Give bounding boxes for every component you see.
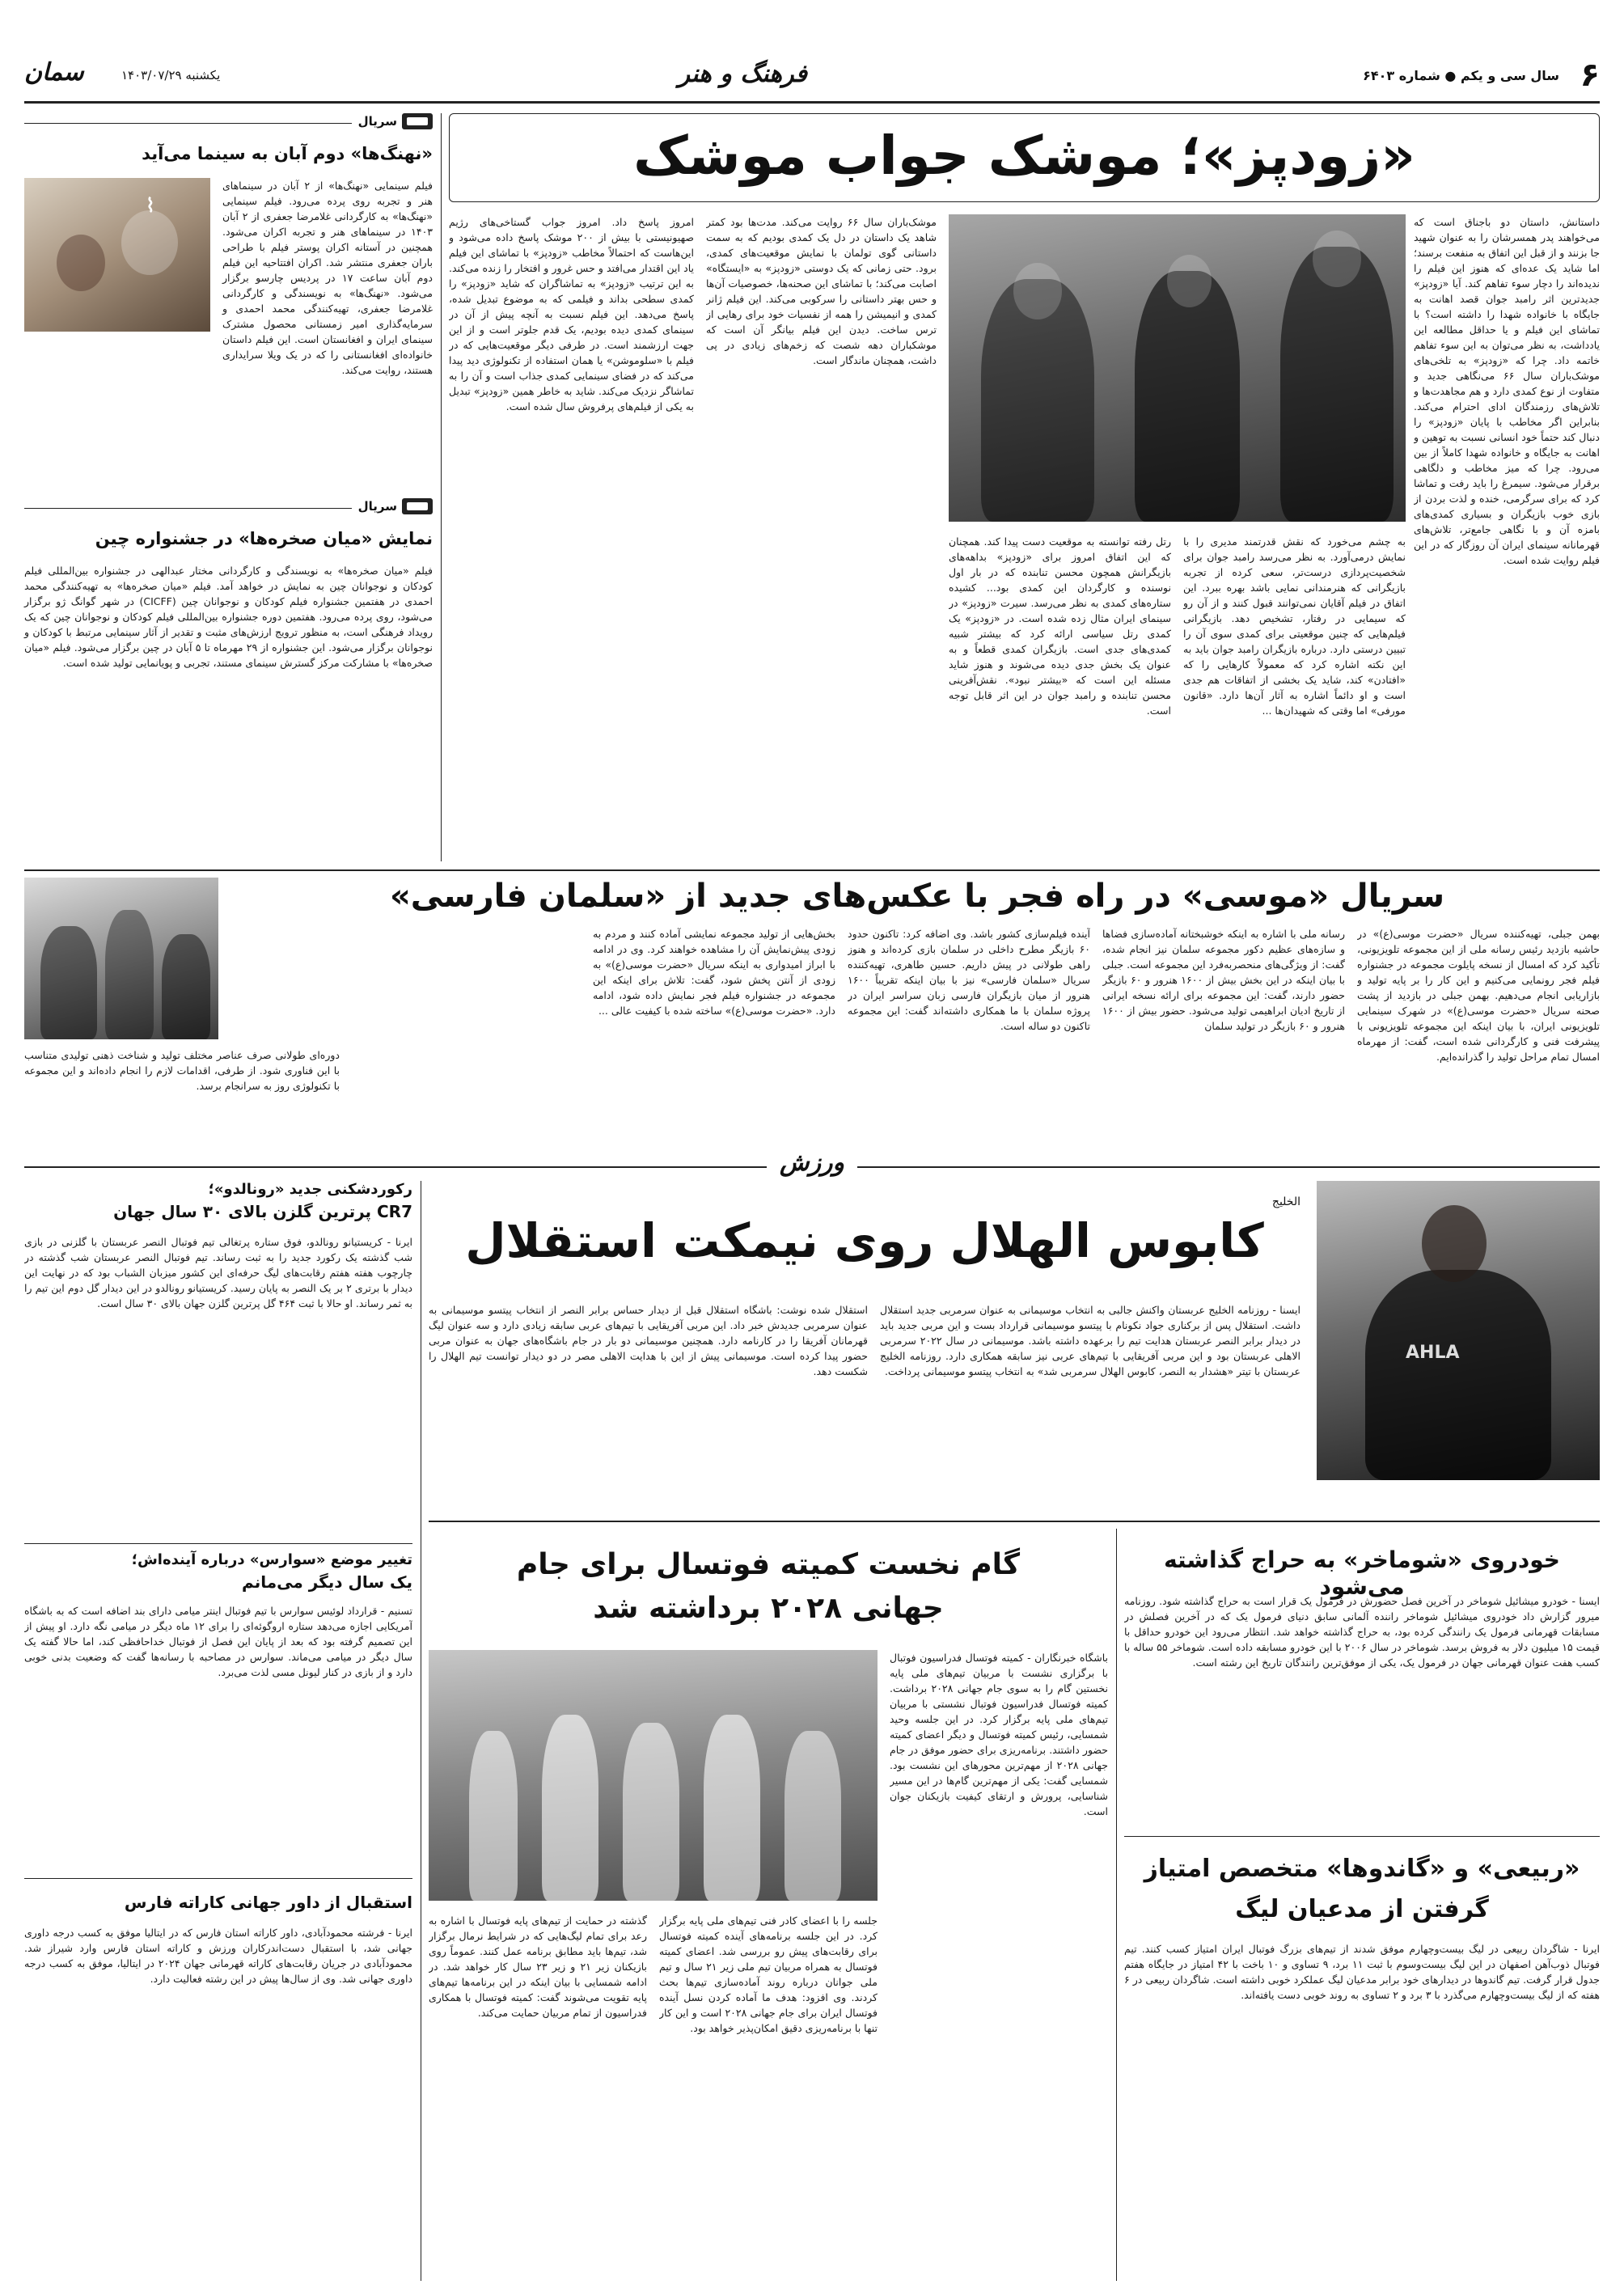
sports-left-column bbox=[24, 1181, 412, 2281]
tag-label: سریال bbox=[357, 114, 397, 129]
ronaldo-title: رکوردشکنی جدید «رونالدو»؛ bbox=[208, 1181, 412, 1198]
header-divider bbox=[24, 101, 1600, 104]
story2-body: فیلم «میان صخره‌ها» به نویسندگی و کارگردانی مختار عبدالهی در جشنواره بین‌المللی فیلم کودکان و نوجوانان چین به نمایش در خواهد آمد. فیلم «میان صخره‌ها» به تهیه‌کنندگی محمد احمدی در هفتمین جشنواره فیلم کودکان و نوجوانان چین (CICFF) در شهر گوانگ ژو برگزار می‌شود، روی پرده می‌رود. هفتمین دوره جشنواره بین‌المللی فیلم کودکان و نوجوانان چین که یک رویداد فرهنگی است، به منظور ترویج ارزش‌های مثبت و تقدیر از آثار سینمایی مرتبط با کودکان و نوجوانان برگزار می‌شود. این جشنواره از ۲۹ مهرماه تا ۵ آبان در چین برگزار می‌شود. فیلم «میان صخره‌ها» با مشارکت مرکز گسترش سینمای مستند، تجربی و پویانمایی تولید شده است. bbox=[24, 565, 433, 669]
main-col-1: داستانش، داستان دو باجناق است که می‌خواهند پدر همسرشان را به عنوان شهید جا بزنند و از قبل این اتفاق به منفعت برسند؛ اما شاید یک عده‌ای که هنوز این فیلم را ندیده‌اند را دچار سوء تفاهم کند. آیا «زودپز» جدیدترین اثر رامبد جوان قصد اهانت به جایگاه با خانواده شهدا را داشته است؟ با تماشای این فیلم و یا حداقل مطالعه این یادداشت، به نظر می‌توان به این سوء تفاهم خاتمه داد. چرا که «زودپز» به تلخی‌های موشک‌باران سال ۶۶ می‌نگاهی جدید و متفاوت از نوع کمدی دارد و هم مجاهدت‌ها و تلاش‌های رزمندگان ادای احترام می‌کند. بنابراین اگر مخاطب با پایان «زودپز» را دنبال کند حتماً خود انسانی نسبت به توهین و اهانت به جایگاه و خانواده شهدا کاملاً از بین می‌رود. چرا که میز مخاطب و دلگاهی برقرار می‌شود. سیمرغ را باید رفت و تماشا کرد که برای سرگرمی، خنده و لذت بردن از بازی خوب بازیگران و بسیاری کمدی‌های بامزه آن و با نگاهی جامع‌تر، تلاش‌های قهرمانانه سینمای ایران آن روزگار که در این فیلم روایت شده است. bbox=[1414, 216, 1600, 566]
schumacher-title: خودروی «شوماخر» به حراج گذاشته می‌شود bbox=[1164, 1546, 1560, 1600]
main-col-4: موشک‌باران سال ۶۶ روایت می‌کند. مدت‌ها بود کمتر شاهد یک داستان در دل یک کمدی بودیم که به سمت داستانی گوی تولمان با نمایش موقعیت‌های کمدی، برود. حتی زمانی که یک دوستی «زودپز» به «ایستگاه» اصابت می‌کند؛ با تماشای این صحنه‌ها، خصوصیات آن‌ها و حس بهتر داستانی را سرکوبی می‌کند. این فیلم ژانر کمدی و انیمیشن را همه از نفسیات خود برای رهایی از ترس ساخت. دیدن این فیلم بیانگر آن است که موشکباران دهه شصت که زخم‌های زیادی در پی داشت، همچنان ماندگار است. bbox=[706, 216, 937, 366]
istghlal-story bbox=[429, 1181, 1600, 1529]
story1-body: فیلم سینمایی «نهنگ‌ها» از ۲ آبان در سینماهای هنر و تجربه روی پرده می‌رود. فیلم سینمایی «نهنگ‌ها» به کارگردانی غلامرضا جعفری از ۲ آبان ۱۴۰۳ در سینماهای هنر و تجربه اکران می‌شود. همچنین در آستانه اکران پوستر فیلم با طراحی باران جعفری منتشر شد. اکران افتتاحیه این فیلم دوم آبان ساعت ۱۷ در پردیس چارسو برگزار می‌شود. «نهنگ‌ها» به نویسندگی و کارگردانی غلامرضا جعفری، تهیه‌کنندگی محمد احمدی و سرمایه‌گذاری امیر زمستانی محصول مشترک سینمای ایران و افغانستان است. این فیلم داستان خانواده‌ای افغانستانی را که در یک ویلا سرایداری هستند، روایت می‌کند. bbox=[222, 180, 433, 376]
main-story bbox=[449, 113, 1600, 861]
moses-series-still bbox=[24, 878, 218, 1039]
section-title: فرهنگ و هنر bbox=[678, 60, 807, 88]
main-col-3: رتل رفته توانسته به موقعیت دست پیدا کند. همچنان که این اتفاق امروز برای «زودپز» بداهه‌های بازیگرانش همچون محسن تنابنده که در بار اول نوسنده و کارگردان این کمدی بود... کشیده ستاره‌های کمدی به نظر می‌رسد. سیرت «زودپز» در سینمای ایران مثال زده شده است. در «زودپز» یک کمدی رتل سیاسی ارائه کرد که بیشتر شبیه کمدی‌های جدی است. بازیگران کمدی قطعاً و به عنوان یک بخش جدی دیده می‌شوند و هنوز شاید مسئله این است که «بیشتر نبود». نقش‌آفرینی محسن تنابنده و رامبد جوان در این اثر قابل توجه است. bbox=[949, 535, 1171, 717]
referee-title: استقبال از داور جهانی کاراته فارس bbox=[124, 1893, 412, 1912]
istghlal-col-1: ایسنا - روزنامه الخلیج عربستان واکنش جالبی به انتخاب موسیمانی به عنوان سرمربی جدید استقلال داشت. استقلال پس از برکناری جواد نکونام با پیتسو موسیمانی قرارداد بست و این مربی جدید باید در دیدار برابر النصر عربستان هدایت تیم را برعهده داشته باشد. موسیمانی در سال ۲۰۲۲ سرمربی الاهلی عربستان بود و این مربی آفریقایی با تیم‌های عربی نیز سابقه همکاری دارد. روزنامه الخلیج عربستان با تیتر «هشدار به النصر، کابوس الهلال سرمربی شد» به انتخاب پیتسو موسیمانی پرداخت. bbox=[880, 1304, 1300, 1377]
futsal-col-1: باشگاه خبرنگاران - کمیته فوتسال فدراسیون فوتبال با برگزاری نشست با مربیان تیم‌های ملی پایه نخستین گام را به سوی جام جهانی ۲۰۲۸ برداشت. کمیته فوتسال فدراسیون فوتبال نشستی با مربیان تیم‌های ملی پایه برگزار کرد. در این جلسه وحید شمسایی، رئیس کمیته فوتسال و دیگر اعضای کمیته حضور داشتند. برنامه‌ریزی برای حضور موفق در جام جهانی ۲۰۲۸ از مهم‌ترین محورهای این نشست بود. شمسایی گفت: یکی از مهم‌ترین گام‌ها در این مسیر شناسایی، پرورش و ارتقای کیفیت بازیکنان جوان است. bbox=[890, 1652, 1108, 1817]
futsal-headline: گام نخست کمیته فوتسال برای جام جهانی ۲۰۲۸ برداشته شد bbox=[516, 1548, 1021, 1625]
rabiei-body: ایرنا - شاگردان ربیعی در لیگ بیست‌وچهارم موفق شدند از تیم‌های بزرگ فوتبال ایران امتیاز کسب کنند. تیم فوتبال ذوب‌آهن اصفهان در این لیگ بیست‌وسوم با ثبت ۱۱ برد، ۹ تساوی و ۱۰ باخت با ۴۲ امتیاز در جایگاه هفتم جدول قرار گرفت. تیم گاندوها در دیدارهای خود برابر مدعیان لیگ عملکرد خوبی داشته است. شاگردان ربیعی در ۶ هفته که از لیگ بیست‌وچهارم می‌گذرد با ۳ برد و ۲ تساوی به روند خوبی دست یافته‌اند. bbox=[1124, 1943, 1600, 2001]
futsal-col-2: جلسه را با اعضای کادر فنی تیم‌های ملی پایه برگزار کرد. در این جلسه برنامه‌های آینده کمیته فوتسال برای رقابت‌های پیش رو بررسی شد. اعضای کمیته فوتسال به همراه مربیان تیم ملی زیر ۲۱ سال و تیم ملی جوانان درباره روند آماده‌سازی تیم‌ها بحث کردند. وی افزود: هدف ما آماده کردن نسل آینده فوتسال ایران برای جام جهانی ۲۰۲۸ است و این کار تنها با برنامه‌ریزی دقیق امکان‌پذیر خواهد بود. bbox=[659, 1914, 878, 2034]
mosimane-coach-photo: AHLA bbox=[1317, 1181, 1600, 1480]
istghlal-kicker: الخلیج bbox=[1271, 1195, 1300, 1208]
suarez-title: تغییر موضع «سوارس» درباره آینده‌اش؛ bbox=[131, 1551, 412, 1568]
sports-section-title: ورزش bbox=[768, 1149, 856, 1177]
page-header bbox=[24, 57, 1600, 97]
suarez-body: تسنیم - قرارداد لوئیس سوارس با تیم فوتبال اینتر میامی دارای بند اضافه است که به باشگاه آمریکایی اجازه می‌دهد ستاره اروگوئه‌ای را برای ۱۲ ماه دیگر در میامی نگه دارد. او پیش از این تصمیم گرفته بود که بعد از پایان این فصل از فوتبال خداحافظی کند، اما حالا گفته یک سال دیگر در میامی می‌ماند. سوارس در مصاحبه با رسانه‌ها گفت که وضعیت بدنی خوبی دارد و از بازی در کنار لیونل مسی لذت می‌برد. bbox=[24, 1605, 412, 1678]
referee-body: ایرنا - فرشته محمودآبادی، داور کاراته استان فارس که در ایتالیا موفق به کسب درجه داوری جهانی شد، با استقبال دست‌اندرکاران ورزش و کاراته استان فارس وارد شیراز شد. محمودآبادی در جریان رقابت‌های کاراته قهرمانی جهان ۲۰۲۴ در ایتالیا، موفق به کسب درجه داوری جهانی شد. وی از سال‌ها پیش در این رشته فعالیت دارد. bbox=[24, 1927, 412, 1985]
rabiei-title: «ربیعی» و «گاندوها» متخصص امتیاز گرفتن از مدعیان لیگ bbox=[1144, 1855, 1580, 1923]
istghlal-divider bbox=[429, 1521, 1600, 1522]
story1-title: «نهنگ‌ها» دوم آبان به سینما می‌آید bbox=[142, 144, 433, 163]
main-col-2: به چشم می‌خورد که نقش قدرتمند مدیری را با نمایش درمی‌آورد. به نظر می‌رسد رامبد جوان برای شخصیت‌پردازی درست‌تر، سعی کرده از تجربه بازیگرانی که هنرمندانی نمایی باشد بهره ببرد. این اتفاق در فیلم آقایان نمی‌توانند قبول کنند و از آن رو که سیمایی در رفتار، تشخیص دهد. بازیگرانی فیلم‌هایی که چنین موقعیتی برای کمدی سوی آن را تبیین درستی دارد. درباره بازیگران رامبد جوان باید به این نکته اشاره کرد که معمولاً کارهایی را که «افتادن» کند، شاید یک بخشی از اتفاقات هم جدی است و او دائماً اشاره به آثار آن‌ها دارد. «قانون مورفی» اما وقتی که شهیدان‌ها ... bbox=[1183, 535, 1406, 717]
sports-divider-left bbox=[24, 1166, 767, 1168]
series-col-2: رسانه ملی با اشاره به اینکه خوشبختانه آماده‌سازی فضاها و سازه‌های عظیم دکور مجموعه سلمان نیز انجام شده، گفت: از ویژگی‌های منحصربه‌فرد این مجموعه است. جبلی با بیان اینکه در این بخش بیش از ۱۶۰۰ هنرور و ۶۰ بازیگر حضور دارند، گفت: این مجموعه برای ارائه نسخه ایرانی از تاریخ ادیان ابراهیمی تولید می‌شود. حضور بیش از ۱۶۰۰ هنرور و ۶۰ بازیگر در تولید سلمان bbox=[1102, 928, 1345, 1032]
sidebar-tag-1 bbox=[358, 113, 433, 129]
tag-label: سریال bbox=[357, 499, 397, 514]
sidebar-tag-2 bbox=[358, 498, 433, 514]
tag-divider bbox=[24, 123, 352, 124]
issue-date: یکشنبه ۱۴۰۳/۰۷/۲۹ bbox=[121, 68, 221, 82]
series-headline: سریال «موسی» در راه فجر با عکس‌های جدید از «سلمان فارسی» bbox=[389, 878, 1445, 915]
tv-logo-icon bbox=[402, 113, 433, 129]
ronaldo-divider bbox=[24, 1543, 412, 1544]
main-headline: «زودپز»؛ موشک جواب موشک bbox=[633, 125, 1415, 187]
schumacher-divider bbox=[1124, 1836, 1600, 1837]
futsal-divider bbox=[1116, 1529, 1117, 2281]
futsal-story bbox=[429, 1529, 1108, 2281]
brand-logo: سمان bbox=[24, 58, 84, 87]
ronaldo-subtitle: CR7 پرترین گلزن بالای ۳۰ سال جهان bbox=[113, 1202, 412, 1221]
tag-divider bbox=[24, 508, 352, 509]
series-story bbox=[24, 878, 1600, 1153]
schumacher-body: ایسنا - خودرو میشائیل شوماخر در آخرین فصل حضورش در فرمول یک قرار است به حراج گذاشته شود. روزنامه میرور گزارش داد خودروی میشائیل شوماخر راننده آلمانی سابق دنیای فرمول یک که در آخرین فصلش در مسابقات قهرمانی فرمول یک رانندگی کرده بود، به حراج گذاشته خواهد شد. انتظار می‌رود این خودرو حداقل با قیمت ۱۵ میلیون دلار به فروش برسد. شوماخر در سال ۲۰۰۶ با این خودرو مسابقه داده است. شوماخر ۵۵ ساله با کسب هفت عنوان قهرمانی جهان در فرمول یک، یکی از موفق‌ترین رانندگان تاریخ این رشته است. bbox=[1124, 1595, 1600, 1669]
zoodpaz-film-still bbox=[949, 214, 1406, 522]
series-col-1: بهمن جبلی، تهیه‌کننده سریال «حضرت موسی(ع)» در حاشیه بازدید رئیس رسانه ملی از این مجموعه تلویزیونی، تأکید کرد که امسال از نسخه پایلوت مجموعه در جشنواره فیلم فجر رونمایی می‌کنیم و این کار را بر پایه تولید و بازاریابی انجام می‌دهیم. بهمن جبلی در بازدید از پشت صحنه سریال «حضرت موسی(ع)» در شهرک سینمایی تلویزیونی ایران، با بیان اینکه این مجموعه تلویزیونی با پیشرفت فنی و کارگردانی شده است، گفت: از مهرماه امسال تمام مراحل تولید را گذرانده‌ایم. bbox=[1357, 928, 1600, 1063]
page-number: ۶ bbox=[1580, 57, 1600, 94]
tv-logo-icon bbox=[402, 498, 433, 514]
sports-divider-right bbox=[857, 1166, 1600, 1168]
series-col-4: بخش‌هایی از تولید مجموعه نمایشی آماده کنند و مردم به زودی پیش‌نمایش آن را مشاهده خواهند کرد. وی در ادامه با ابراز امیدواری به اینکه سریال «حضرت موسی(ع)» به زودی از آنتن پخش شود، گفت: تلاش برای اینکه این مجموعه در جشنواره فیلم فجر نمایش داده شود، ادامه دارد. «حضرت موسی(ع)» ساخته شده با کیفیت عالی ... bbox=[593, 928, 835, 1017]
istghlal-headline: کابوس الهلال روی نیمکت استقلال bbox=[465, 1213, 1264, 1268]
whales-poster-image: ⌇ bbox=[24, 178, 210, 332]
sidebar-divider bbox=[441, 113, 442, 861]
sports-right-column bbox=[1124, 1529, 1600, 2281]
issue-info: سال سی و یکم ● شماره ۶۴۰۳ bbox=[1363, 68, 1559, 83]
istghlal-col-2: استقلال شده نوشت: باشگاه استقلال قبل از دیدار حساس برابر النصر از انتخاب پیتسو موسیمانی به عنوان سرمربی جدیدش خبر داد. این مربی آفریقایی با تیم‌های عربی سابقه زیادی دارد و سه عنوان لیگ قهرمانان آفریقا را در کارنامه دارد. همچنین موسیمانی دو بار در جام باشگاه‌های جهان به عنوان مربی حضور پیدا کرده است. موسیمانی پیش از این با هدایت الاهلی مصر در دو دیدار توانست تیم الهلال را شکست دهد. bbox=[429, 1304, 868, 1377]
series-col-5: دوره‌ای طولانی صرف عناصر مختلف تولید و شناخت ذهنی تولیدی متناسب با این فناوری شود. از طرفی، اقدامات لازم را انجام داده‌اند و این مجموعه با تکنولوژی روز به سرانجام برسد. bbox=[24, 1049, 340, 1092]
series-col-3: آینده فیلم‌سازی کشور باشد. وی اضافه کرد: تاکنون حدود ۶۰ بازیگر مطرح داخلی در سلمان بازی کرده‌اند و هنوز راهی طولانی در پیش داریم. حسین طاهری، تهیه‌کننده سریال «سلمان فارسی» نیز با بیان اینکه تقریباً ۱۶۰۰ هنرور از میان بازیگران فارسی زبان سراسر ایران در پروژه سلمان با ما همکاری داشته‌اند گفت: این مجموعه تاکنون دو ساله است. bbox=[848, 928, 1090, 1032]
section-divider-1 bbox=[24, 869, 1600, 871]
futsal-col-3: گذشته در حمایت از تیم‌های پایه فوتسال با اشاره به رعد برای تمام لیگ‌هایی که در شرایط نرمال برگزار شد، تیم‌ها باید مطابق برنامه عمل کنند. عموماً روی بازیکنان زیر ۲۱ و زیر ۲۳ سال کار خواهد شد. در ادامه شمسایی با بیان اینکه در این برنامه‌ها تیم‌های پایه تقویت می‌شوند گفت: کمیته فوتسال با همکاری فدراسیون از تمام مربیان حمایت می‌کند. bbox=[429, 1914, 647, 2019]
futsal-team-photo bbox=[429, 1650, 878, 1901]
ronaldo-body: ایرنا - کریستیانو رونالدو، فوق ستاره پرتغالی تیم فوتبال النصر عربستان با گلزنی در بازی شب گذشته یک رکورد جدید را به ثبت رساند. تیم فوتبال النصر عربستان شب گذشته در چارچوب هفته هفتم رقابت‌های لیگ حرفه‌ای این کشور میزبان الشباب بود که در نهایت این دیدار با برتری ۲ بر یک النصر به پایان رسید. کریستیانو رونالدو در این دیدار گل دوم این تیم را به ثمر رساند. او حالا با ثبت ۴۶۴ گل پرترین گلزن جهان بالای ۳۰ سال است. bbox=[24, 1236, 412, 1309]
suarez-divider bbox=[24, 1878, 412, 1879]
main-col-5: امروز پاسخ داد. امروز جواب گستاخی‌های رژیم صهیونیستی با بیش از ۲۰۰ موشک پاسخ داده می‌شود و این‌هاست که احتمالاً مخاطب «زودپز» با تماشای این فیلم یاد این اقتدار می‌افتد و حس غرور و افتخار را زنده می‌کند. به این ترتیب «زودپز» به تماشاگران که شاید «زودپز» را کمدی سطحی بداند و فیلمی که به موضوع تبدیل شده، پاسخ می‌دهد. این فیلم نسبت به آنچه پیش از آن در سینمای کمدی دیده بودیم، یک قدم جلوتر است و از این جهت ارزشمند است. در طرفی دیگر موقعیت‌هایی که در فیلم با «سلوموشن» یا همان استفاده از تکنولوژی دید پیدا می‌کند که در فضای سینمایی کمدی جذاب است و آن را به تماشاگر نزدیک می‌کند. شاید به خاطر همین «زودپز» تبدیل به یکی از فیلم‌های پرفروش سال شده است. bbox=[449, 216, 694, 412]
suarez-subtitle: یک سال دیگر می‌مانم bbox=[242, 1572, 412, 1592]
story2-title: نمایش «میان صخره‌ها» در جشنواره چین bbox=[95, 529, 433, 548]
sidebar bbox=[24, 113, 433, 861]
